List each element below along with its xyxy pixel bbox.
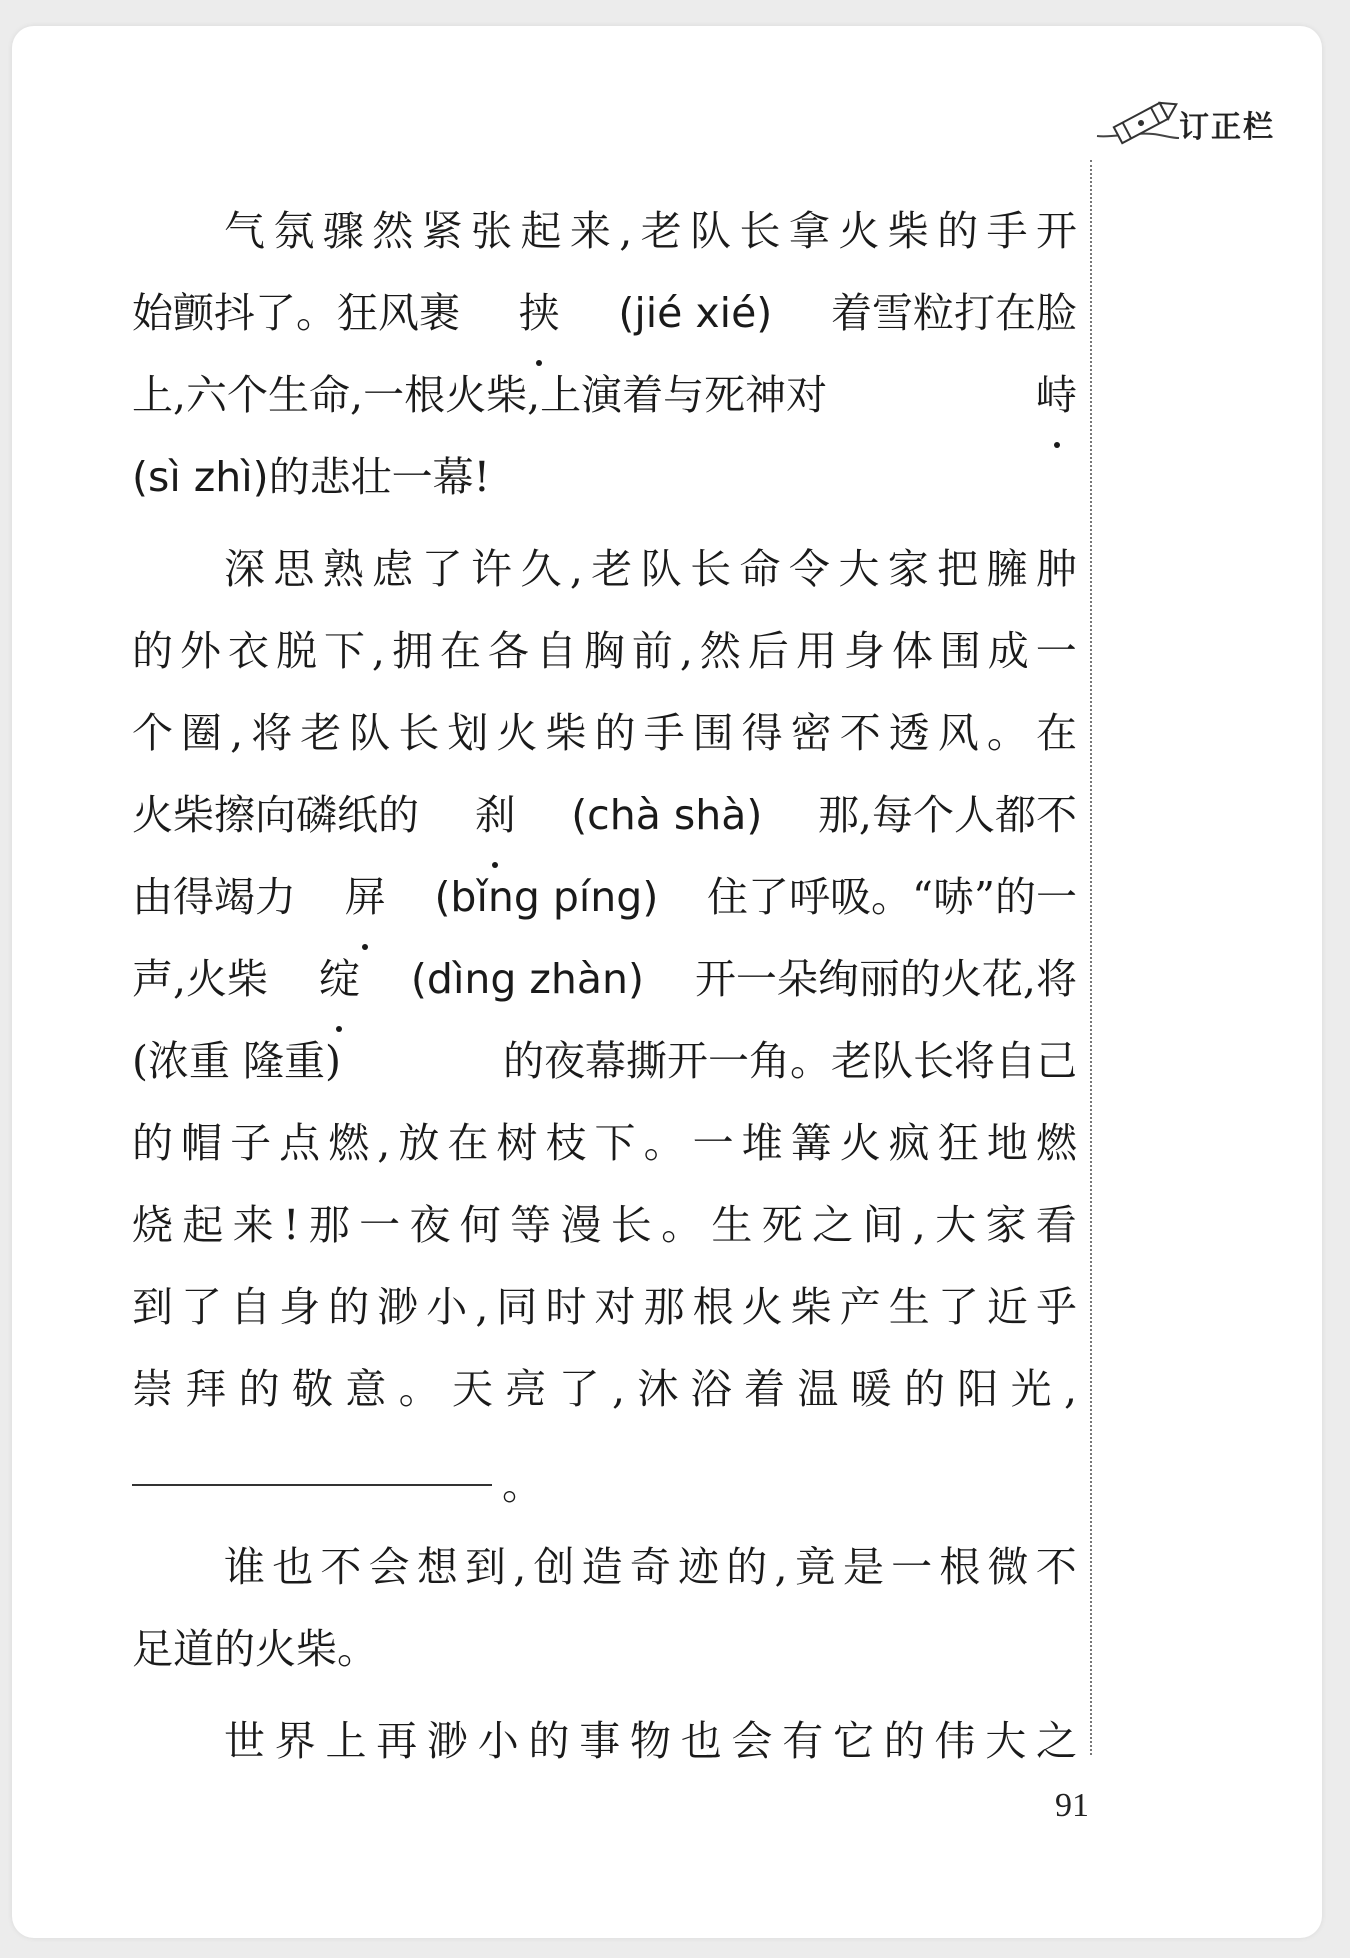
text-char: 。 (643, 1119, 685, 1167)
p2-line-9 (132, 1184, 1077, 1266)
text-char: 火 (838, 207, 880, 255)
text-char: 小 (426, 1283, 468, 1331)
text-char: 然 (699, 627, 741, 675)
text-char: 圈 (181, 709, 223, 757)
text-char: 世 (224, 1717, 265, 1765)
text-char: 光 (1010, 1365, 1052, 1413)
text-char: 透 (888, 709, 930, 757)
text-char: 同 (496, 1283, 538, 1331)
text-char: 等 (510, 1201, 552, 1249)
text-segment: 着雪粒打在脸 (830, 289, 1077, 337)
text-char: 造 (581, 1543, 623, 1591)
text-char: 到 (132, 1283, 173, 1331)
text-char: 队 (640, 545, 682, 593)
text-char: 谁 (224, 1543, 265, 1591)
text-char: 的 (132, 1119, 173, 1167)
text-char: 来 (232, 1201, 274, 1249)
text-char: 脱 (275, 627, 317, 675)
text-segment: 火柴擦向磷纸的 (132, 791, 419, 839)
text-char: , (912, 1201, 926, 1249)
text-char: 在 (439, 627, 481, 675)
text-char: 柴 (887, 207, 929, 255)
text-char: 渺 (377, 1283, 419, 1331)
text-char: 物 (630, 1717, 671, 1765)
text-char: 间 (862, 1201, 904, 1249)
text-char: 下 (323, 627, 365, 675)
text-char: 何 (459, 1201, 501, 1249)
text-char: 长 (610, 1201, 652, 1249)
text-char: 有 (782, 1717, 824, 1765)
text-char: 拜 (185, 1365, 227, 1413)
text-char: 外 (179, 627, 221, 675)
text-char: 也 (680, 1717, 722, 1765)
text-char: 竟 (794, 1543, 836, 1591)
text-char: 拥 (391, 627, 433, 675)
text-char: 一 (359, 1201, 401, 1249)
page-number: 91 (1055, 1787, 1089, 1824)
pencil-icon (1093, 94, 1183, 150)
text-char: , (1063, 1365, 1077, 1413)
text-char: 浴 (690, 1365, 732, 1413)
text-char: 火 (839, 1119, 881, 1167)
text-char: 上 (325, 1717, 367, 1765)
p2-line-6 (132, 938, 1077, 1020)
text-char: , (619, 207, 633, 255)
text-char: 会 (368, 1543, 410, 1591)
text-char: 家 (887, 545, 929, 593)
text-char: 张 (471, 207, 513, 255)
text-char: 到 (465, 1543, 507, 1591)
text-char: 划 (447, 709, 489, 757)
text-char: 围 (939, 627, 981, 675)
fill-in-blank[interactable] (132, 1484, 492, 1486)
text-char: 衣 (227, 627, 269, 675)
text-char: 一 (1035, 627, 1077, 675)
text-char: 再 (376, 1717, 418, 1765)
p2-line-3 (132, 692, 1077, 774)
text-char: 时 (545, 1283, 587, 1331)
text-char: 长 (690, 545, 732, 593)
text-segment: 由得竭力 (132, 873, 296, 921)
p3-line-2: 足道的火柴。 (132, 1625, 378, 1673)
text-char: 阳 (957, 1365, 999, 1413)
margin-dotted-rule (1090, 160, 1092, 1755)
dotted-character: 峙 (1036, 354, 1077, 436)
text-char: 沐 (637, 1365, 679, 1413)
text-char: 狂 (937, 1119, 979, 1167)
text-char: 不 (320, 1543, 362, 1591)
text-char: 后 (747, 627, 789, 675)
word-choice: (浓重 隆重) (132, 1037, 342, 1085)
text-char: 燃 (1035, 1119, 1077, 1167)
text-char: 篝 (790, 1119, 832, 1167)
text-char: 界 (274, 1717, 316, 1765)
text-char: 火 (741, 1283, 783, 1331)
text-char: 的 (594, 709, 636, 757)
text-char: 在 (1035, 709, 1077, 757)
text-char: 密 (790, 709, 832, 757)
text-char: 想 (416, 1543, 458, 1591)
text-char: 用 (795, 627, 837, 675)
text-char: 崇 (132, 1365, 173, 1413)
text-char: 疯 (888, 1119, 930, 1167)
text-char: 了 (181, 1283, 223, 1331)
text-char: 深 (224, 545, 265, 593)
text-segment: 的悲壮一幕! (268, 453, 491, 501)
text-char: 之 (1036, 1717, 1077, 1765)
text-char: 温 (797, 1365, 839, 1413)
p2-line-4 (132, 774, 1077, 856)
text-char: 烧 (132, 1201, 173, 1249)
dotted-character: 绽 (319, 938, 360, 1020)
text-char: , (569, 545, 583, 593)
pinyin-choice: (bǐng píng) (434, 873, 659, 921)
text-segment: 住了呼吸。“哧”的一 (707, 873, 1077, 921)
answer-blank-line (132, 1430, 1077, 1516)
text-char: 之 (812, 1201, 854, 1249)
pinyin-choice: (dìng zhàn) (410, 955, 644, 1003)
text-char: 老 (591, 545, 633, 593)
text-char: 的 (528, 1717, 570, 1765)
text-char: 天 (451, 1365, 493, 1413)
text-char: 臃 (986, 545, 1028, 593)
text-char: ! (282, 1201, 300, 1249)
text-char: , (475, 1283, 489, 1331)
text-char: , (230, 709, 244, 757)
text-char: 创 (533, 1543, 575, 1591)
text-char: 身 (843, 627, 885, 675)
text-char: 手 (643, 709, 685, 757)
text-char: , (774, 1543, 788, 1591)
text-char: 的 (937, 207, 979, 255)
dotted-character: 刹 (475, 774, 516, 856)
text-char: 迹 (678, 1543, 720, 1591)
text-char: 柴 (790, 1283, 832, 1331)
text-char: 的 (726, 1543, 768, 1591)
p1-line-3 (132, 354, 1077, 436)
text-char: 来 (569, 207, 611, 255)
text-char: 对 (594, 1283, 636, 1331)
text-char: 它 (833, 1717, 874, 1765)
text-char: 气 (224, 207, 265, 255)
text-char: 熟 (322, 545, 364, 593)
text-char: 各 (487, 627, 529, 675)
text-char: 的 (328, 1283, 370, 1331)
text-char: 胸 (583, 627, 625, 675)
text-char: 点 (279, 1119, 321, 1167)
text-char: 骤 (322, 207, 364, 255)
text-char: 令 (788, 545, 830, 593)
text-char: 也 (272, 1543, 314, 1591)
text-char: 开 (1035, 207, 1077, 255)
text-char: 在 (447, 1119, 489, 1167)
text-char: 的 (238, 1365, 280, 1413)
text-segment: 开一朵绚丽的火花,将 (694, 955, 1077, 1003)
text-char: 紧 (421, 207, 463, 255)
p2-line-8 (132, 1102, 1077, 1184)
pinyin-choice: (jié xié) (618, 289, 773, 337)
text-char: 亮 (505, 1365, 547, 1413)
text-char: 体 (891, 627, 933, 675)
text-char: 了 (421, 545, 463, 593)
text-char: 下 (594, 1119, 636, 1167)
text-char: 乎 (1035, 1283, 1077, 1331)
text-char: 产 (839, 1283, 881, 1331)
text-char: 小 (477, 1717, 519, 1765)
text-char: 许 (471, 545, 513, 593)
correction-column-title: 订正栏 (1179, 110, 1275, 145)
text-char: 自 (230, 1283, 272, 1331)
text-char: 将 (251, 709, 293, 757)
text-char: 的 (132, 627, 173, 675)
text-char: 大 (935, 1201, 977, 1249)
article-body (132, 190, 1077, 1782)
text-char: 老 (300, 709, 342, 757)
text-char: 长 (739, 207, 781, 255)
text-char: 个 (132, 709, 173, 757)
p1-line-2 (132, 272, 1077, 354)
p1-line-4 (132, 436, 1077, 518)
text-char: 事 (579, 1717, 621, 1765)
text-char: , (377, 1119, 391, 1167)
text-char: 。 (986, 709, 1028, 757)
text-char: 。 (661, 1201, 703, 1249)
text-segment: 始颤抖了。狂风裹 (132, 289, 460, 337)
correction-column-header (1093, 94, 1323, 150)
text-char: 奇 (629, 1543, 671, 1591)
text-char: 一 (692, 1119, 734, 1167)
text-char: 了 (558, 1365, 600, 1413)
dotted-character: 挟 (519, 272, 560, 354)
text-char: 。 (398, 1365, 440, 1413)
text-char: 大 (985, 1717, 1027, 1765)
text-char: 柴 (545, 709, 587, 757)
text-char: 氛 (273, 207, 315, 255)
text-char: 看 (1035, 1201, 1077, 1249)
text-char: 风 (937, 709, 979, 757)
text-char: 生 (888, 1283, 930, 1331)
text-char: 一 (891, 1543, 933, 1591)
text-char: 地 (986, 1119, 1028, 1167)
blank-period: 。 (502, 1461, 543, 1509)
text-segment: 那,每个人都不 (817, 791, 1077, 839)
text-char: 的 (903, 1365, 945, 1413)
text-char: 夜 (409, 1201, 451, 1249)
text-char: 敬 (291, 1365, 333, 1413)
text-char: 命 (739, 545, 781, 593)
dotted-character: 屏 (345, 856, 386, 938)
text-char: 意 (345, 1365, 387, 1413)
text-char: 队 (690, 207, 732, 255)
text-char: 不 (1035, 1543, 1077, 1591)
text-char: 家 (985, 1201, 1027, 1249)
text-segment: 的夜幕撕开一角。老队长将自己 (503, 1037, 1077, 1085)
text-char: 暖 (850, 1365, 892, 1413)
p3-line-1 (132, 1526, 1077, 1608)
text-char: 根 (939, 1543, 981, 1591)
text-char: 的 (883, 1717, 925, 1765)
text-char: 堆 (741, 1119, 783, 1167)
text-char: 身 (279, 1283, 321, 1331)
text-char: 思 (273, 545, 315, 593)
text-char: 子 (230, 1119, 272, 1167)
text-char: 不 (839, 709, 881, 757)
text-char: 大 (838, 545, 880, 593)
text-char: 帽 (181, 1119, 223, 1167)
text-char: 会 (731, 1717, 773, 1765)
text-char: 火 (496, 709, 538, 757)
text-char: 虑 (372, 545, 414, 593)
pinyin-choice: (sì zhì) (132, 453, 269, 501)
p4-line-1 (132, 1700, 1077, 1782)
text-char: 自 (535, 627, 577, 675)
p2-line-2 (132, 610, 1077, 692)
pinyin-choice: (chà shà) (571, 791, 763, 839)
text-char: 把 (937, 545, 979, 593)
text-char: 近 (986, 1283, 1028, 1331)
text-char: 起 (520, 207, 562, 255)
p2-line-10 (132, 1266, 1077, 1348)
text-char: , (679, 627, 693, 675)
text-char: 微 (987, 1543, 1029, 1591)
text-char: 枝 (545, 1119, 587, 1167)
text-char: 起 (182, 1201, 224, 1249)
text-char: 燃 (328, 1119, 370, 1167)
text-char: 久 (520, 545, 562, 593)
text-char: 根 (692, 1283, 734, 1331)
p1-line-1 (132, 190, 1077, 272)
text-char: 队 (349, 709, 391, 757)
p2-line-11 (132, 1348, 1077, 1430)
text-char: 肿 (1035, 545, 1077, 593)
text-char: 了 (937, 1283, 979, 1331)
text-char: 生 (711, 1201, 753, 1249)
text-char: 着 (743, 1365, 785, 1413)
text-char: 那 (643, 1283, 685, 1331)
text-char: 前 (631, 627, 673, 675)
text-char: 伟 (934, 1717, 976, 1765)
text-char: 漫 (560, 1201, 602, 1249)
text-char: , (371, 627, 385, 675)
text-char: 然 (372, 207, 414, 255)
p2-line-1 (132, 528, 1077, 610)
p2-line-5 (132, 856, 1077, 938)
text-char: 树 (496, 1119, 538, 1167)
text-char: 老 (640, 207, 682, 255)
text-char: 手 (986, 207, 1028, 255)
text-char: 拿 (788, 207, 830, 255)
text-char: 死 (761, 1201, 803, 1249)
text-char: 渺 (427, 1717, 468, 1765)
text-char: 放 (398, 1119, 440, 1167)
text-char: , (513, 1543, 527, 1591)
text-segment: 上,六个生命,一根火柴,上演着与死神对 (132, 371, 828, 419)
text-char: 得 (741, 709, 783, 757)
text-segment: 声,火柴 (132, 955, 269, 1003)
text-char: 长 (398, 709, 440, 757)
text-char: 成 (987, 627, 1029, 675)
p2-line-7 (132, 1020, 1077, 1102)
text-char: 那 (308, 1201, 350, 1249)
text-char: , (611, 1365, 625, 1413)
text-char: 围 (692, 709, 734, 757)
text-char: 是 (842, 1543, 884, 1591)
